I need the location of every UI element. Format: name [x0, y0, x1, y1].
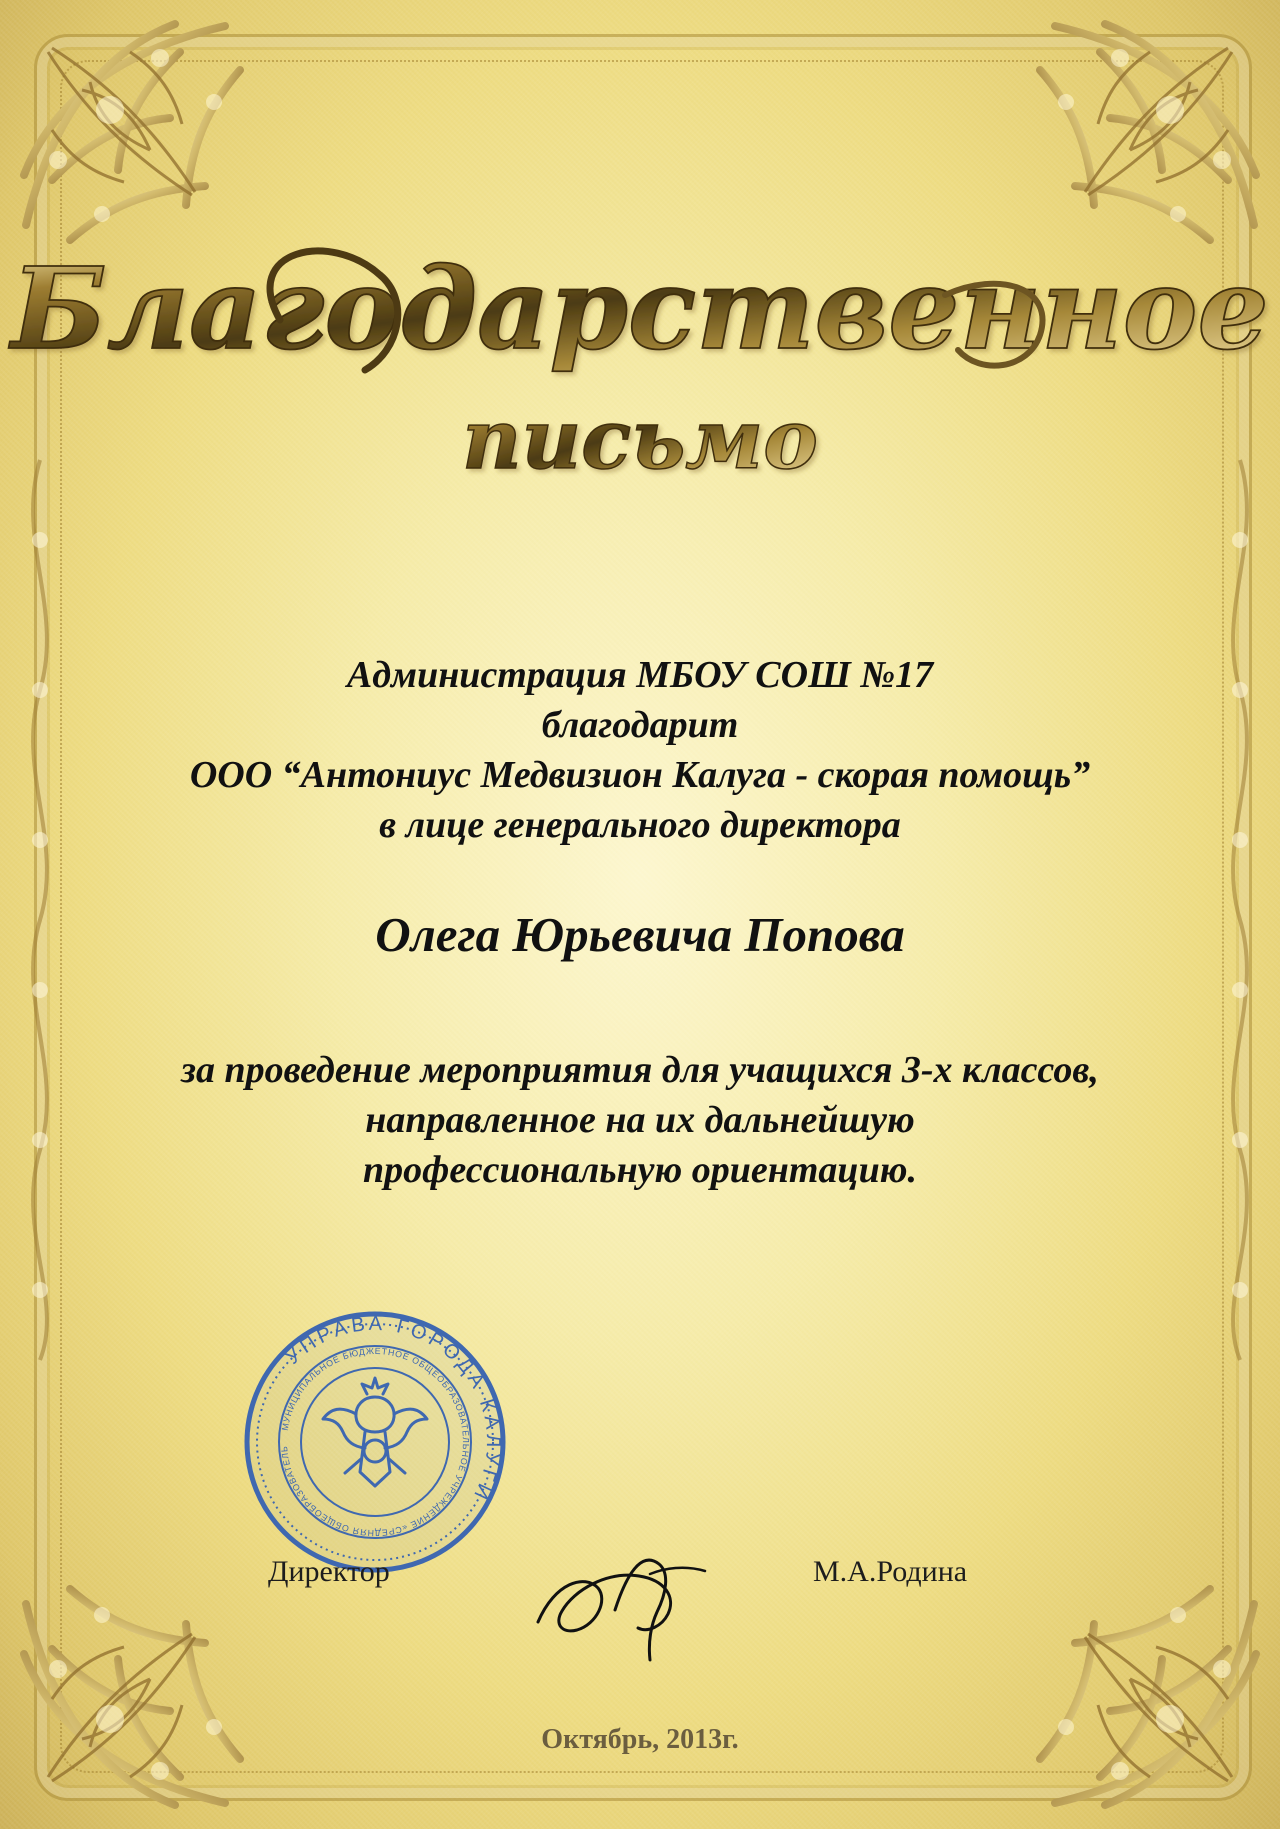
document-date: Октябрь, 2013г. — [541, 1724, 739, 1755]
honoree-name: Олега Юрьевича Попова — [375, 907, 905, 962]
main-text-block — [120, 650, 1160, 850]
reason-text-block — [120, 1045, 1160, 1195]
certificate-title-art — [11, 210, 1269, 530]
main-line-3: ООО “Антониус Медвизион Калуга - скорая помощь” — [189, 754, 1091, 796]
seal-inner-text: МУНИЦИПАЛЬНОЕ БЮДЖЕТНОЕ ОБЩЕОБРАЗОВАТЕЛЬНОЕ УЧРЕЖДЕНИЕ «СРЕДНЯЯ ОБЩЕОБРАЗОВАТЕЛЬ — [279, 1345, 472, 1539]
reason-line-1: за проведение мероприятия для учащихся 3-х классов, — [181, 1049, 1099, 1091]
main-line-1: Администрация МБОУ СОШ №17 — [346, 654, 934, 696]
title-line-2: письмо — [462, 392, 818, 488]
seal-outer-text: УПРАВА ГОРОДА КАЛУГИ — [281, 1312, 505, 1506]
handwritten-signature — [520, 1520, 740, 1670]
main-line-2: благодарит — [541, 704, 739, 746]
reason-line-2: направленное на их дальнейшую — [365, 1099, 915, 1141]
main-line-4: в лице генерального директора — [379, 804, 901, 846]
signature-row — [0, 1520, 1280, 1680]
director-label: Директор — [268, 1555, 390, 1588]
signer-name: М.А.Родина — [813, 1555, 968, 1588]
title-line-1: Благодарственное — [11, 244, 1269, 375]
reason-line-3: профессиональную ориентацию. — [363, 1149, 917, 1191]
